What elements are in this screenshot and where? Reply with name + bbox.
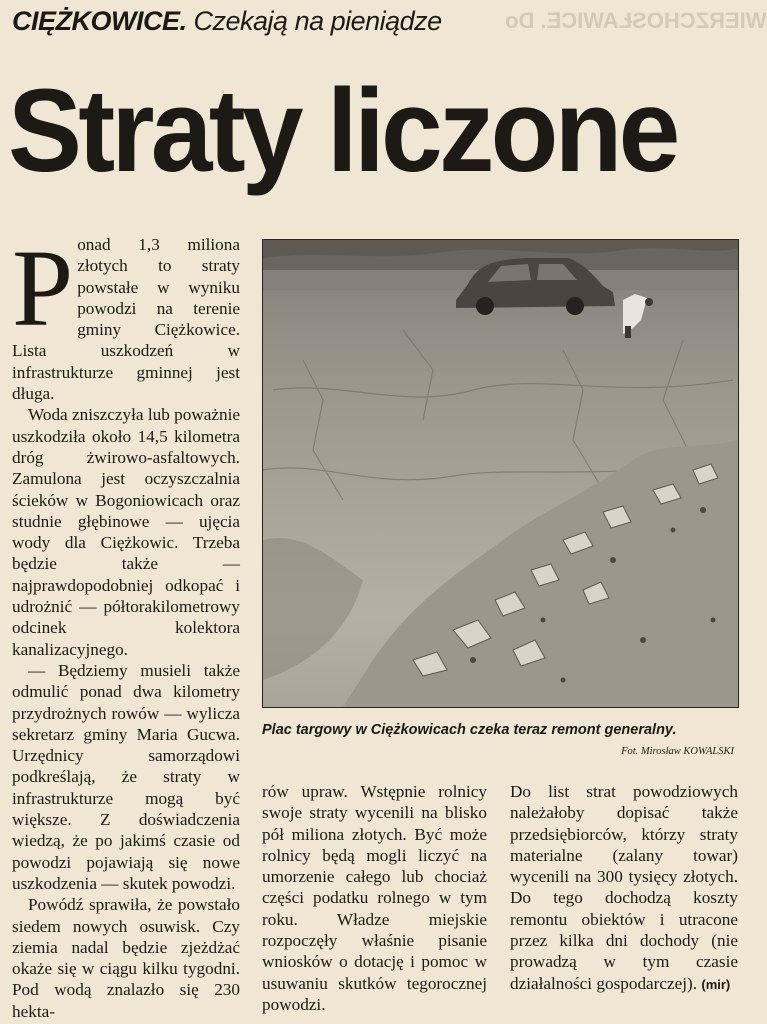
photo-credit: Fot. Mirosław KOWALSKI (621, 746, 734, 757)
article-column-2 (262, 781, 487, 1015)
article-column-3 (510, 781, 738, 995)
person (623, 294, 653, 338)
paragraph-1: onad 1,3 miliona złotych to straty powstałe w wyniku powodzi na terenie gminy Ciężkowice. Lista uszkodzeń w infrastrukturze gminnej jest długa. (12, 235, 240, 404)
paragraph-6-text: Do list strat powodziowych należałoby dopisać także przedsiębiorców, którzy straty materialne (zalany towar) wycenili na 300 tysięcy złotych. Do tego dochodzą koszty remontu obiektów i utracone przez kilka dni dochody (nie prowadzą w tym czasie działalności gospodarczej). (510, 782, 738, 993)
drop-cap: P (12, 227, 74, 349)
paragraph-4: Powódź sprawiła, że powstało siedem nowych osuwisk. Czy ziemia nadal będzie zjeżdżać okaże się w ciągu kilku tygodni. Pod wodą znalazło się 230 hekta- (12, 895, 240, 1021)
kicker-topic: Czekają na pieniądze (193, 6, 442, 36)
paragraph-5: rów upraw. Wstępnie rolnicy swoje straty wycenili na blisko pół miliona złotych. Być może rolnicy będą mogli liczyć na umorzenie całego lub chociaż części podatku rolnego w tym roku. Władze miejskie rozpoczęły właśnie pisanie wniosków o dotację i pomoc w usuwaniu skutków tegorocznej powodzi. (262, 782, 487, 1014)
paragraph-2: Woda zniszczyła lub poważnie uszkodziła około 14,5 kilometra dróg żwirowo-asfaltowych. Zamulona jest oczyszczalnia ścieków w Bogoniowicach oraz studnie głębinowe — ujęcia wody dla Ciężkowic. Trzeba będzie także — najprawdopodobniej odkopać i udrożnić — półtorakilometrowy odcinek kolektora kanalizacyjnego. (12, 405, 240, 659)
photo-caption: Plac targowy w Ciężkowicach czeka teraz remont generalny. (262, 722, 677, 738)
photo-image (263, 240, 738, 707)
kicker (12, 6, 442, 37)
photo-market-square (262, 239, 739, 708)
kicker-place: CIĘŻKOWICE. (12, 6, 187, 36)
article-column-1 (12, 227, 240, 1021)
headline: Straty liczone (8, 65, 677, 197)
author-signature: (mir) (701, 976, 731, 992)
paragraph-3: — Będziemy musieli także odmulić ponad dwa kilometry przydrożnych rowów — wylicza sekretarz gminy Maria Gucwa. Urzędnicy samorządowi podkreślają, że straty w infrastrukturze mogą być większe. Z doświadczenia wiedzą, że po jakimś czasie od powodzi pojawiają się nowe uszkodzenia — skutek powodzi. (12, 660, 240, 893)
paragraph-6 (510, 781, 738, 995)
bleed-through-text: WIERZCHOSŁAWICE. Do (505, 8, 767, 33)
